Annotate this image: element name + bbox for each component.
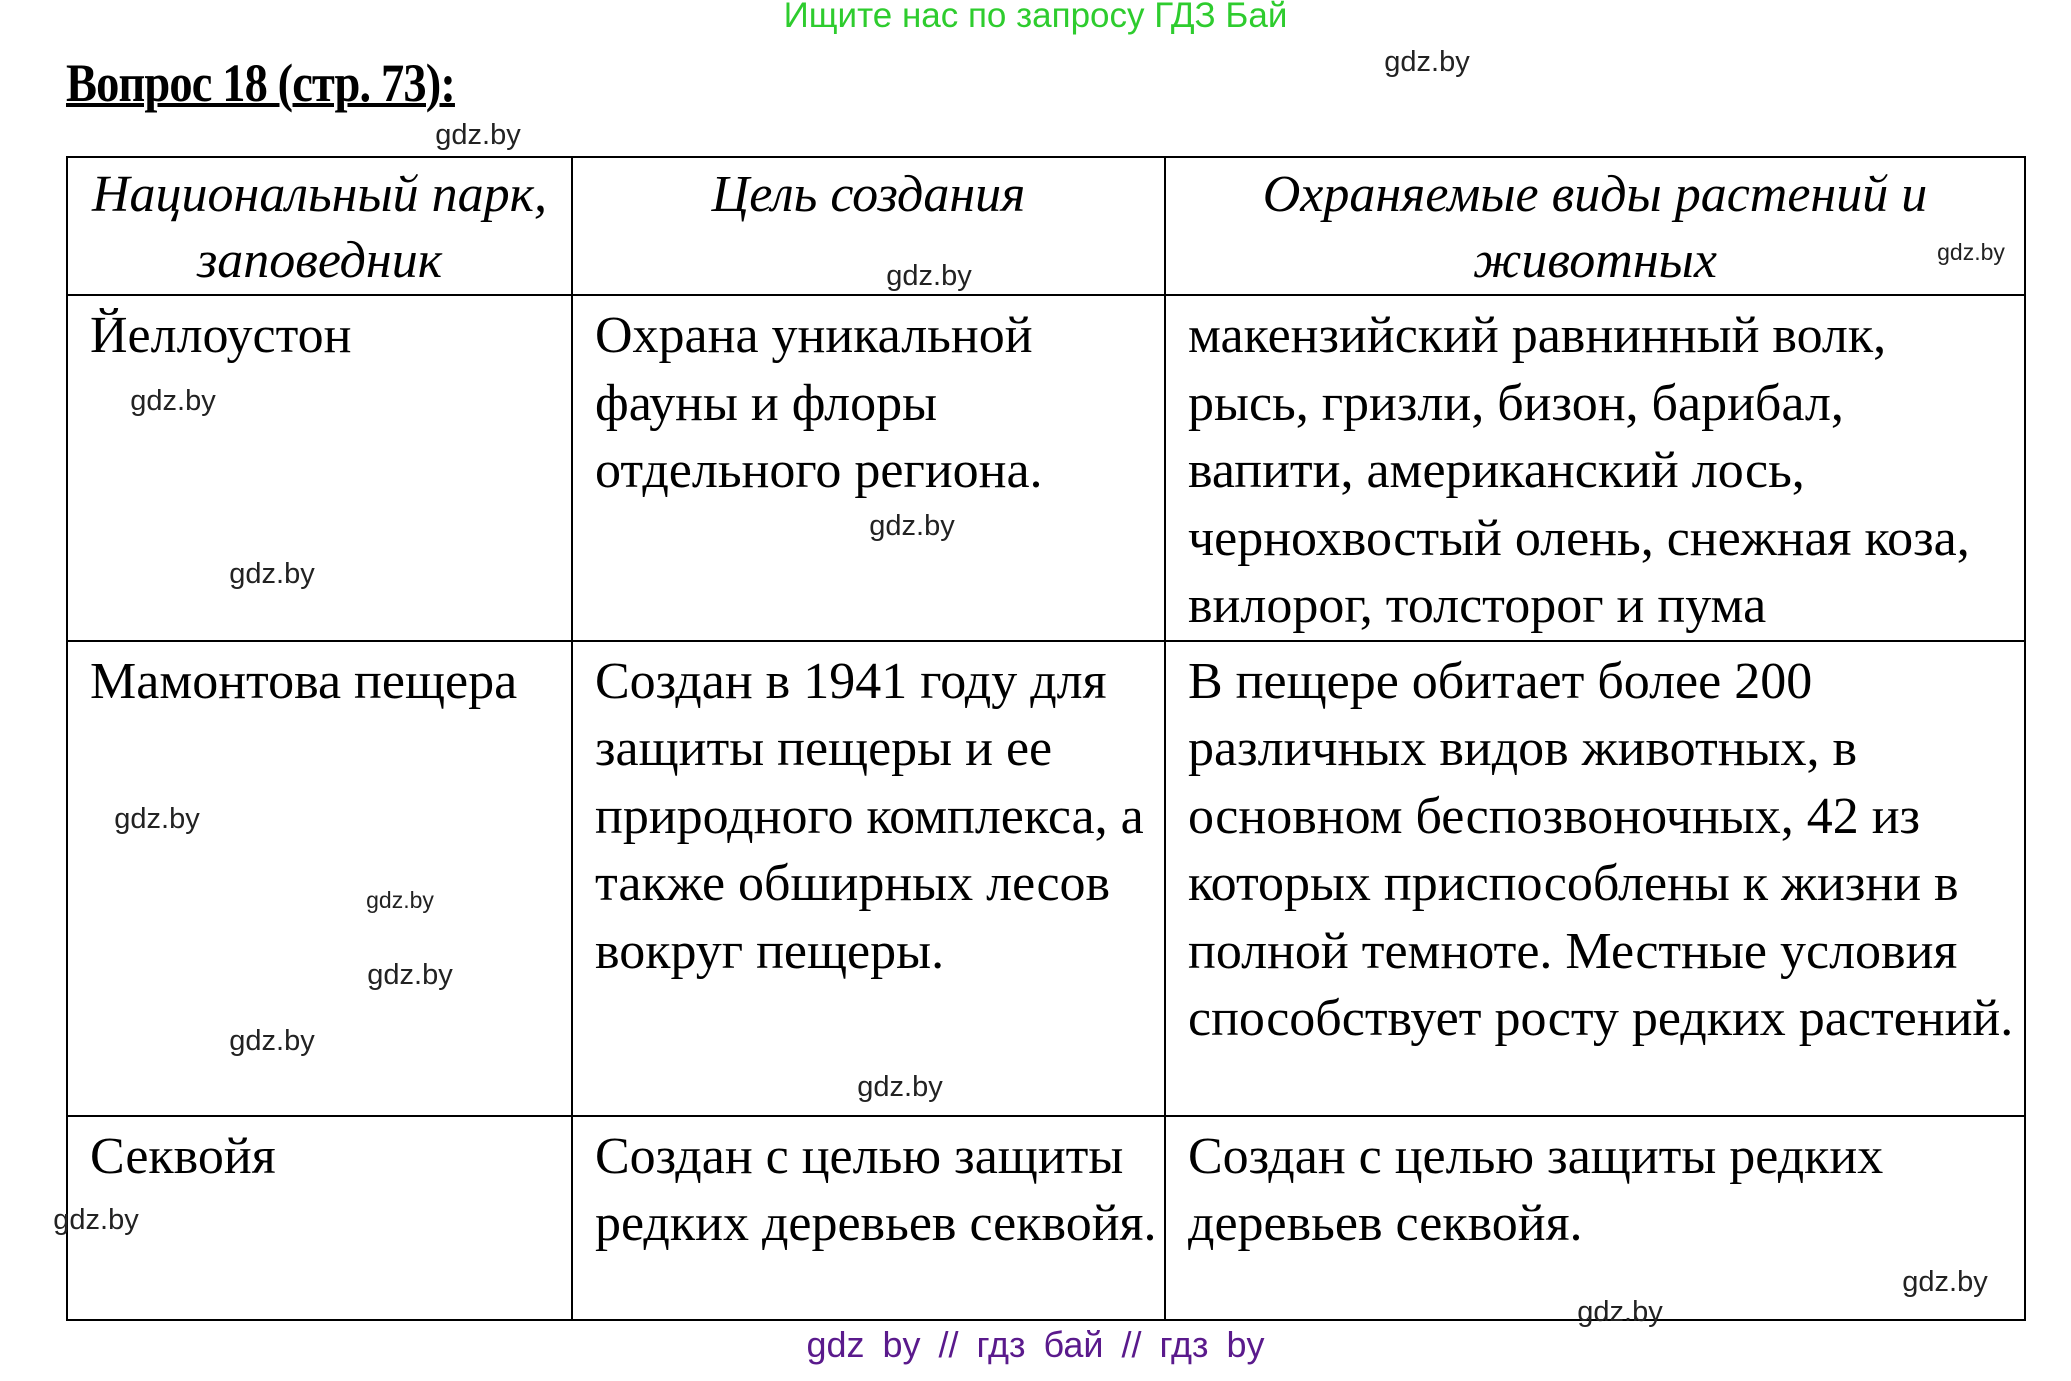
watermark: gdz.by [869, 510, 955, 542]
watermark: gdz.by [857, 1071, 943, 1103]
watermark: gdz.by [886, 260, 972, 292]
search-banner: Ищите нас по запросу ГДЗ Бай [783, 0, 1288, 35]
cell-species: В пещере обитает более 200 различных видов животных, в основном беспозвоночных, 42 из которых приспособлены к жизни в полной темноте. Местные условия способствует росту редких растений. [1165, 641, 2025, 1116]
watermark: gdz.by [1902, 1266, 1988, 1298]
watermark: gdz.by [229, 558, 315, 590]
cell-species: макензийский равнинный волк, рысь, гризли, бизон, барибал, вапити, американский лось, чернохвостый олень, снежная коза, вилорог, толсторог и пума [1165, 295, 2025, 641]
watermark: gdz.by [229, 1025, 315, 1057]
cell-goal: Создан в 1941 году для защиты пещеры и ее природного комплекса, а также обширных лесов вокруг пещеры. [572, 641, 1165, 1116]
watermark: gdz.by [130, 385, 216, 417]
watermark: gdz.by [53, 1204, 139, 1236]
cell-goal: Создан с целью защиты редких деревьев секвойя. [572, 1116, 1165, 1320]
reserves-table [66, 156, 2026, 1321]
page-title: Вопрос 18 (стр. 73): [66, 53, 455, 113]
cell-park: Мамонтова пещера [67, 641, 572, 1116]
watermark: gdz.by [367, 959, 453, 991]
watermark: gdz.by [1384, 46, 1470, 78]
cell-park: Секвойя [67, 1116, 572, 1320]
header-goal: Цель создания [572, 157, 1165, 295]
watermark: gdz.by [435, 119, 521, 151]
table-row [67, 1116, 2025, 1320]
cell-species: Создан с целью защиты редких деревьев секвойя. [1165, 1116, 2025, 1320]
table-header-row [67, 157, 2025, 295]
watermark: gdz.by [1577, 1296, 1663, 1328]
cell-park: Йеллоустон [67, 295, 572, 641]
header-species: Охраняемые виды растений и животных [1165, 157, 2025, 295]
header-park: Национальный парк, заповедник [67, 157, 572, 295]
footer-watermark: gdz by // гдз бай // гдз by [806, 1324, 1265, 1365]
table-row [67, 295, 2025, 641]
watermark: gdz.by [1937, 239, 2005, 265]
table-row [67, 641, 2025, 1116]
watermark: gdz.by [114, 803, 200, 835]
cell-goal: Охрана уникальной фауны и флоры отдельного региона. [572, 295, 1165, 641]
watermark: gdz.by [366, 887, 434, 913]
